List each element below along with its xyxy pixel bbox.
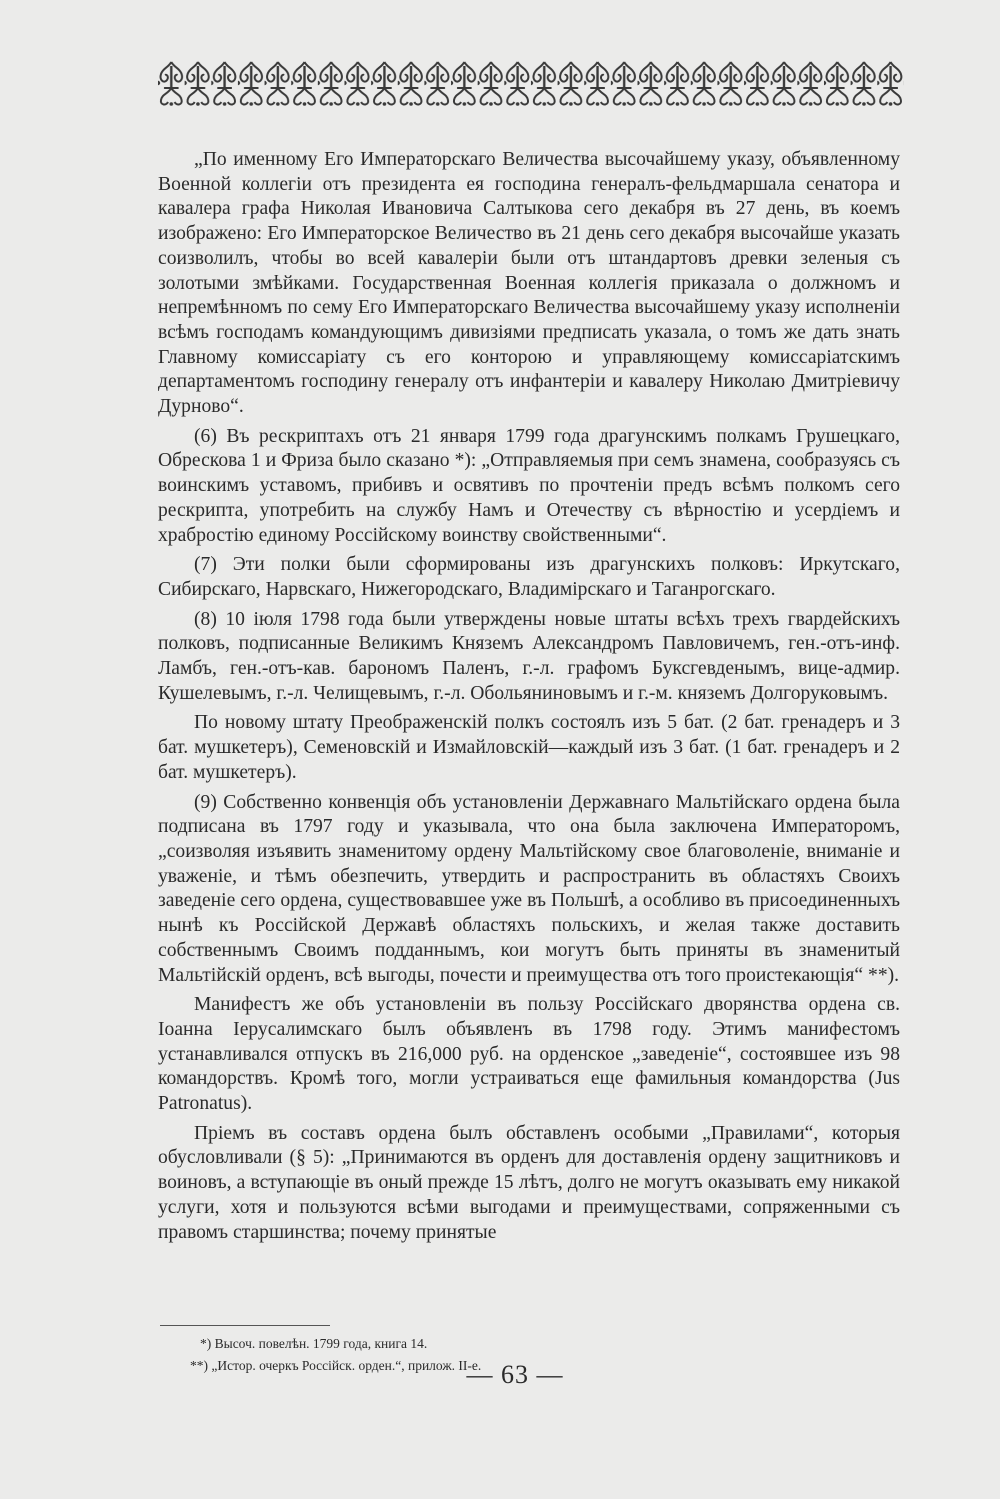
- main-text: [158, 148, 900, 1245]
- paragraph: „По именному Его Императорскаго Величества высочайшему указу, объявленному Военной коллегіи отъ президента ея господина генералъ-фельдмаршала сенатора и кавалера графа Николая Ивановича Салтыкова сего декабря въ 27 день, въ коемъ изображено: Его Императорское Величество въ 21 день сего декабря высочайше указать соизволилъ, чтобы во всей кавалеріи были отъ штандартовъ древки зеленыя съ золотыми змѣйками. Государственная Военная коллегія приказала о должномъ и непремѣнномъ по сему Его Императорскаго Величества высочайшему указу исполненіи всѣмъ господамъ командующимъ дивизіями предписать указала, о томъ же дать знать Главному комиссаріату съ его конторою и управляющему комиссаріатскимъ департаментомъ господину генералу отъ инфантеріи и кавалеру Николаю Дмитріевичу Дурново“.: [158, 149, 900, 418]
- footnote: *) Высоч. повелѣн. 1799 года, книга 14.: [200, 1336, 428, 1351]
- paragraph: Пріемъ въ составъ ордена былъ обставленъ особыми „Правилами“, которыя обусловливали (§ 5): „Принимаются въ орденъ для доставленія ордену защитниковъ и воиновъ, а вступающіе въ оный прежде 15 лѣтъ, долго не могутъ оказывать ему никакой услуги, хотя и пользуются всѣми выгодами и преимуществами, сопряженными съ правомъ старшинства; почему принятые: [158, 1122, 900, 1243]
- footnote: **) „Истор. очеркъ Россійск. орден.“, прилож. II-е.: [190, 1358, 482, 1373]
- paragraph: (8) 10 іюля 1798 года были утверждены новые штаты всѣхъ трехъ гвардейскихъ полковъ, подписанные Великимъ Княземъ Александромъ Павловичемъ, ген.-отъ-инф. Ламбъ, ген.-отъ-кав. барономъ Паленъ, г.-л. графомъ Буксгевденымъ, вице-адмир. Кушелевымъ, г.-л. Челищевымъ, г.-л. Обольяниновымъ и г.-м. княземъ Долгоруковымъ.: [158, 608, 900, 704]
- paragraph: По новому штату Преображенскій полкъ состоялъ изъ 5 бат. (2 бат. гренадеръ и 3 бат. мушкетеръ), Семеновскій и Измайловскій—каждый изъ 3 бат. (1 бат. гренадеръ и 2 бат. мушкетеръ).: [158, 712, 900, 783]
- paragraph: Манифестъ же объ установленіи въ пользу Россійскаго дворянства ордена св. Іоанна Іерусалимскаго былъ объявленъ въ 1798 году. Этимъ манифестомъ устанавливался отпускъ въ 216,000 руб. на орденское „заведеніе“, состоявшее изъ 98 командорствъ. Кромѣ того, могли устраиваться еще фамильныя командорства (Jus Patronatus).: [158, 994, 900, 1115]
- paragraph: (6) Въ рескриптахъ отъ 21 января 1799 года драгунскимъ полкамъ Грушецкаго, Обрескова 1 и Фриза было сказано *): „Отправляемыя при семъ знамена, сообразуясь съ воинскимъ уставомъ, прибивъ и освятивъ по прочтеніи предъ всѣмъ полкомъ сего рескрипта, употребить на службу Намъ и Отечеству съ вѣрностію и усердіемъ и храбростію единому Россійскому воинству свойственными“.: [158, 425, 900, 546]
- footnote-divider: [160, 1325, 330, 1326]
- paragraph: (7) Эти полки были сформированы изъ драгунскихъ полковъ: Иркутскаго, Сибирскаго, Нарвскаго, Нижегородскаго, Владимірскаго и Таганрогскаго.: [158, 554, 900, 600]
- decorative-header-ornament-icon: [158, 58, 904, 108]
- paragraph: (9) Собственно конвенція объ установленіи Державнаго Мальтійскаго ордена была подписана въ 1797 году и указывала, что она была заключена Императоромъ, „соизволяя изъявить знаменитому ордену Мальтійскому свое благоволеніе, вниманіе и уваженіе, и тѣмъ обезпечить, утвердить и распространить въ областяхъ Своихъ заведеніе сего ордена, существовавшее уже въ Польшѣ, а особливо въ присоединенныхъ нынѣ къ Россійской Державѣ областяхъ польскихъ, и желая также доставить собственнымъ Своимъ подданнымъ, кои могутъ быть приняты въ знаменитый Мальтійскій орденъ, всѣ выгоды, почести и преимущества отъ того проистекающія“ **).: [158, 791, 900, 986]
- page-number: — 63 —: [466, 1360, 564, 1389]
